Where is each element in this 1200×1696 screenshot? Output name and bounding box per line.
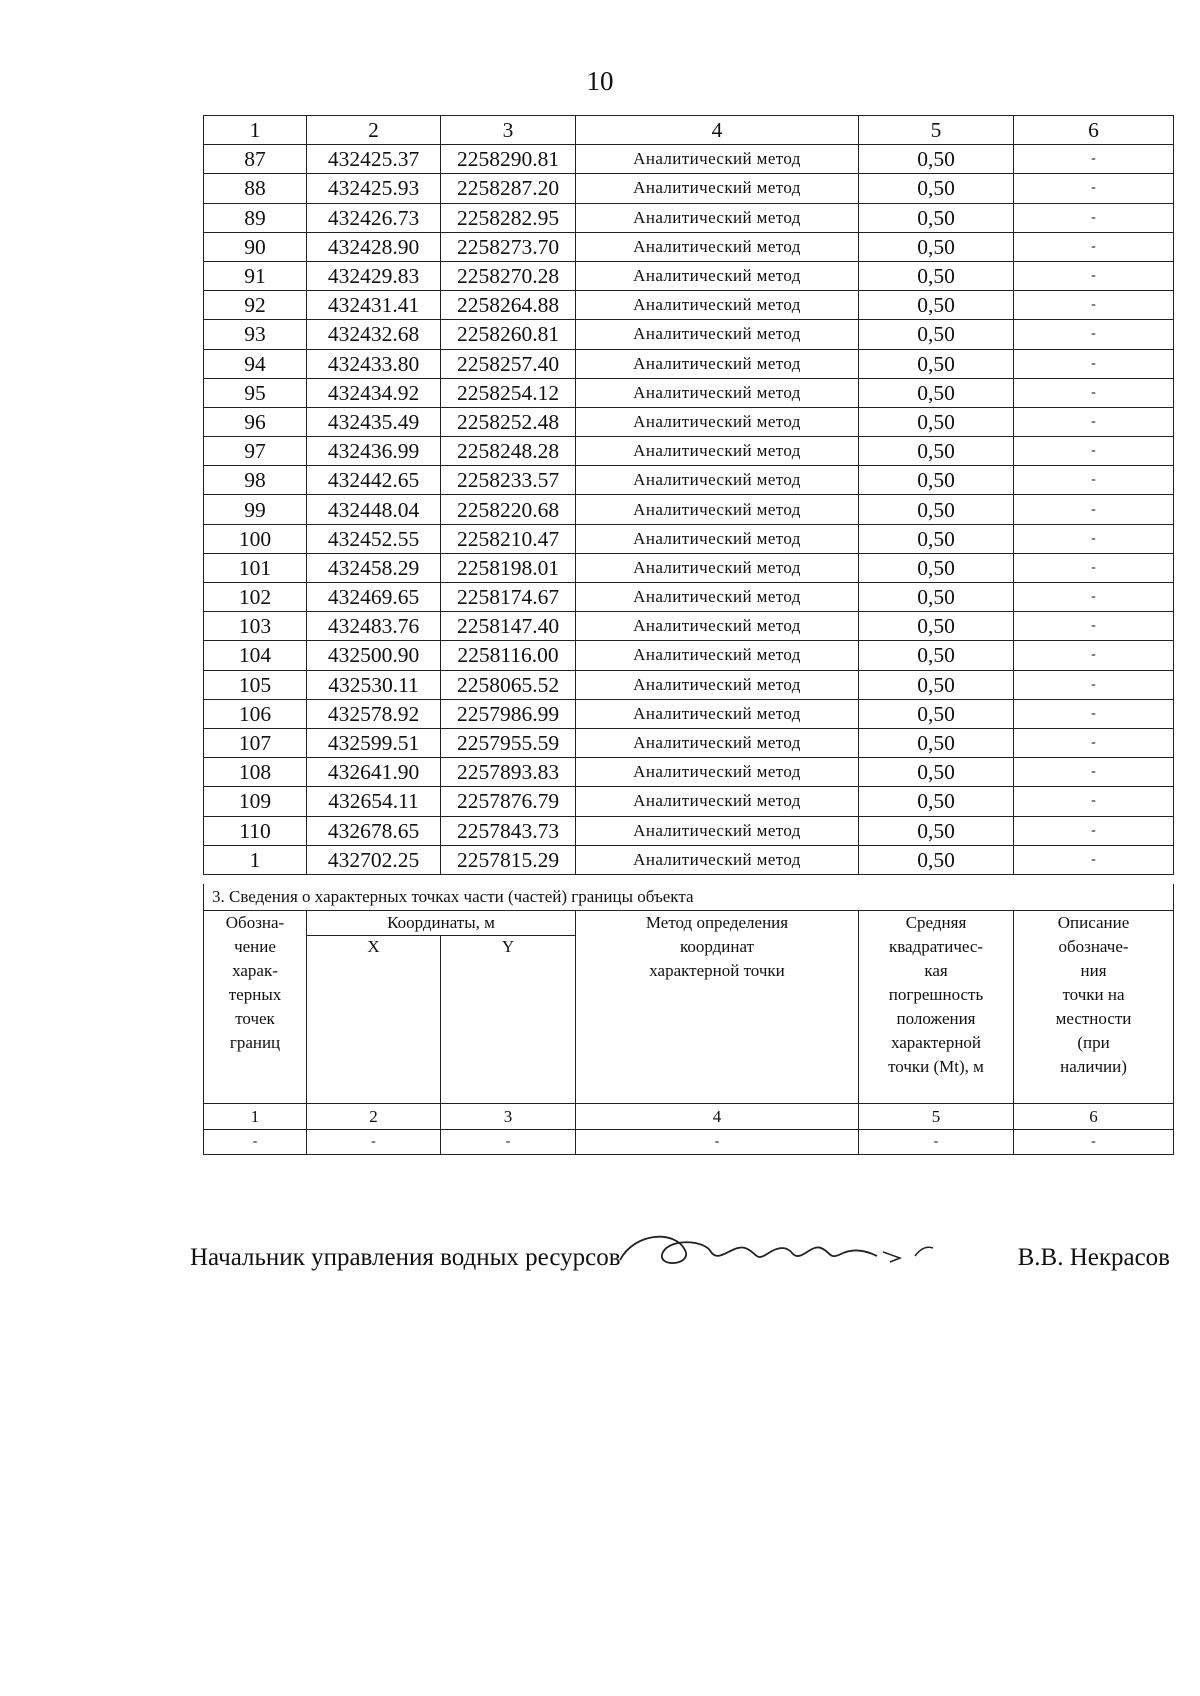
point-number: 93 [204, 320, 307, 349]
coordinates-table [203, 115, 1174, 875]
coord-x: 432426.73 [307, 203, 441, 232]
accuracy: 0,50 [859, 174, 1014, 203]
empty-cell: - [204, 1130, 307, 1155]
section-3-empty-row [204, 1130, 1174, 1155]
header-designation: Обозна- чение харак- терных точек границ [204, 911, 307, 1104]
coord-x: 432641.90 [307, 758, 441, 787]
point-number: 102 [204, 583, 307, 612]
description: - [1014, 378, 1174, 407]
position-title: Начальник управления водных ресурсов [190, 1244, 621, 1271]
method: Аналитический метод [576, 612, 859, 641]
method: Аналитический метод [576, 232, 859, 261]
point-number: 91 [204, 261, 307, 290]
table-row [204, 349, 1174, 378]
coord-x: 432678.65 [307, 816, 441, 845]
coord-x: 432599.51 [307, 728, 441, 757]
column-number: 3 [441, 1104, 576, 1130]
accuracy: 0,50 [859, 845, 1014, 874]
coord-x: 432434.92 [307, 378, 441, 407]
point-number: 110 [204, 816, 307, 845]
method: Аналитический метод [576, 699, 859, 728]
coord-y: 2258198.01 [441, 553, 576, 582]
column-number: 1 [204, 1104, 307, 1130]
point-number: 105 [204, 670, 307, 699]
point-number: 101 [204, 553, 307, 582]
table-row [204, 583, 1174, 612]
empty-cell: - [307, 1130, 441, 1155]
description: - [1014, 728, 1174, 757]
description: - [1014, 145, 1174, 174]
coord-y: 2258254.12 [441, 378, 576, 407]
point-number: 1 [204, 845, 307, 874]
description: - [1014, 261, 1174, 290]
point-number: 109 [204, 787, 307, 816]
column-number: 2 [307, 116, 441, 145]
method: Аналитический метод [576, 291, 859, 320]
column-number: 5 [859, 1104, 1014, 1130]
description: - [1014, 612, 1174, 641]
description: - [1014, 670, 1174, 699]
table-row [204, 261, 1174, 290]
point-number: 92 [204, 291, 307, 320]
table-row [204, 670, 1174, 699]
coord-y: 2258248.28 [441, 437, 576, 466]
method: Аналитический метод [576, 670, 859, 699]
table-row [204, 641, 1174, 670]
accuracy: 0,50 [859, 320, 1014, 349]
coord-x: 432432.68 [307, 320, 441, 349]
coord-y: 2258065.52 [441, 670, 576, 699]
coord-y: 2257986.99 [441, 699, 576, 728]
section-3-title: 3. Сведения о характерных точках части (частей) границы объекта [204, 884, 1174, 911]
method: Аналитический метод [576, 466, 859, 495]
description: - [1014, 524, 1174, 553]
accuracy: 0,50 [859, 349, 1014, 378]
coord-y: 2258282.95 [441, 203, 576, 232]
point-number: 94 [204, 349, 307, 378]
table-row [204, 203, 1174, 232]
point-number: 98 [204, 466, 307, 495]
table-row [204, 758, 1174, 787]
point-number: 95 [204, 378, 307, 407]
coord-y: 2257893.83 [441, 758, 576, 787]
table-row [204, 145, 1174, 174]
table-row [204, 174, 1174, 203]
method: Аналитический метод [576, 641, 859, 670]
accuracy: 0,50 [859, 203, 1014, 232]
coord-x: 432425.37 [307, 145, 441, 174]
accuracy: 0,50 [859, 378, 1014, 407]
table-row [204, 320, 1174, 349]
accuracy: 0,50 [859, 495, 1014, 524]
column-number: 1 [204, 116, 307, 145]
method: Аналитический метод [576, 145, 859, 174]
method: Аналитический метод [576, 816, 859, 845]
description: - [1014, 291, 1174, 320]
coord-x: 432431.41 [307, 291, 441, 320]
accuracy: 0,50 [859, 261, 1014, 290]
description: - [1014, 349, 1174, 378]
table-row [204, 495, 1174, 524]
column-number: 6 [1014, 116, 1174, 145]
table-row [204, 787, 1174, 816]
point-number: 99 [204, 495, 307, 524]
description: - [1014, 641, 1174, 670]
empty-cell: - [576, 1130, 859, 1155]
header-coordinates: Координаты, м [307, 911, 576, 936]
column-number: 4 [576, 1104, 859, 1130]
table-row [204, 291, 1174, 320]
accuracy: 0,50 [859, 699, 1014, 728]
accuracy: 0,50 [859, 232, 1014, 261]
table-row [204, 378, 1174, 407]
description: - [1014, 174, 1174, 203]
description: - [1014, 758, 1174, 787]
section-3-table [203, 884, 1174, 1155]
coord-x: 432654.11 [307, 787, 441, 816]
coord-y: 2258270.28 [441, 261, 576, 290]
point-number: 100 [204, 524, 307, 553]
description: - [1014, 583, 1174, 612]
method: Аналитический метод [576, 845, 859, 874]
page-number: 10 [586, 66, 614, 96]
coord-y: 2258264.88 [441, 291, 576, 320]
coord-y: 2257815.29 [441, 845, 576, 874]
coord-x: 432433.80 [307, 349, 441, 378]
accuracy: 0,50 [859, 816, 1014, 845]
coord-y: 2258220.68 [441, 495, 576, 524]
accuracy: 0,50 [859, 553, 1014, 582]
coord-y: 2258257.40 [441, 349, 576, 378]
coord-y: 2258174.67 [441, 583, 576, 612]
coord-y: 2258252.48 [441, 407, 576, 436]
coord-x: 432578.92 [307, 699, 441, 728]
accuracy: 0,50 [859, 787, 1014, 816]
accuracy: 0,50 [859, 728, 1014, 757]
table-row [204, 232, 1174, 261]
accuracy: 0,50 [859, 583, 1014, 612]
table-row [204, 728, 1174, 757]
coord-x: 432442.65 [307, 466, 441, 495]
coord-y: 2258116.00 [441, 641, 576, 670]
coord-x: 432425.93 [307, 174, 441, 203]
table-row [204, 466, 1174, 495]
coord-y: 2257955.59 [441, 728, 576, 757]
column-number: 3 [441, 116, 576, 145]
empty-cell: - [859, 1130, 1014, 1155]
method: Аналитический метод [576, 553, 859, 582]
section-3-column-numbers [204, 1104, 1174, 1130]
method: Аналитический метод [576, 583, 859, 612]
method: Аналитический метод [576, 378, 859, 407]
accuracy: 0,50 [859, 524, 1014, 553]
method: Аналитический метод [576, 787, 859, 816]
coord-x: 432458.29 [307, 553, 441, 582]
point-number: 108 [204, 758, 307, 787]
coord-y: 2258147.40 [441, 612, 576, 641]
coord-x: 432448.04 [307, 495, 441, 524]
point-number: 90 [204, 232, 307, 261]
header-description: Описание обозначе- ния точки на местности (при наличии) [1014, 911, 1174, 1104]
description: - [1014, 553, 1174, 582]
point-number: 97 [204, 437, 307, 466]
column-number: 5 [859, 116, 1014, 145]
coord-y: 2257876.79 [441, 787, 576, 816]
coord-x: 432530.11 [307, 670, 441, 699]
accuracy: 0,50 [859, 641, 1014, 670]
table-row [204, 816, 1174, 845]
description: - [1014, 466, 1174, 495]
method: Аналитический метод [576, 758, 859, 787]
description: - [1014, 203, 1174, 232]
empty-cell: - [1014, 1130, 1174, 1155]
accuracy: 0,50 [859, 670, 1014, 699]
accuracy: 0,50 [859, 758, 1014, 787]
column-number: 2 [307, 1104, 441, 1130]
accuracy: 0,50 [859, 407, 1014, 436]
point-number: 89 [204, 203, 307, 232]
table-row [204, 553, 1174, 582]
coord-x: 432435.49 [307, 407, 441, 436]
method: Аналитический метод [576, 407, 859, 436]
point-number: 104 [204, 641, 307, 670]
signer-name: В.В. Некрасов [1017, 1244, 1170, 1271]
column-number: 4 [576, 116, 859, 145]
accuracy: 0,50 [859, 291, 1014, 320]
method: Аналитический метод [576, 349, 859, 378]
coord-x: 432702.25 [307, 845, 441, 874]
description: - [1014, 437, 1174, 466]
coord-y: 2257843.73 [441, 816, 576, 845]
point-number: 107 [204, 728, 307, 757]
table-row [204, 612, 1174, 641]
column-number-row [204, 116, 1174, 145]
header-x: X [307, 936, 441, 1104]
method: Аналитический метод [576, 203, 859, 232]
coord-y: 2258290.81 [441, 145, 576, 174]
point-number: 103 [204, 612, 307, 641]
method: Аналитический метод [576, 320, 859, 349]
table-row [204, 524, 1174, 553]
coord-x: 432436.99 [307, 437, 441, 466]
description: - [1014, 816, 1174, 845]
method: Аналитический метод [576, 495, 859, 524]
table-row [204, 437, 1174, 466]
coord-y: 2258273.70 [441, 232, 576, 261]
description: - [1014, 699, 1174, 728]
column-number: 6 [1014, 1104, 1174, 1130]
accuracy: 0,50 [859, 612, 1014, 641]
description: - [1014, 407, 1174, 436]
coord-x: 432500.90 [307, 641, 441, 670]
handwritten-signature [615, 1222, 945, 1282]
coord-x: 432428.90 [307, 232, 441, 261]
coord-x: 432469.65 [307, 583, 441, 612]
header-y: Y [441, 936, 576, 1104]
coord-x: 432452.55 [307, 524, 441, 553]
method: Аналитический метод [576, 437, 859, 466]
description: - [1014, 495, 1174, 524]
coord-y: 2258233.57 [441, 466, 576, 495]
accuracy: 0,50 [859, 145, 1014, 174]
empty-cell: - [441, 1130, 576, 1155]
point-number: 106 [204, 699, 307, 728]
table-row [204, 699, 1174, 728]
method: Аналитический метод [576, 728, 859, 757]
description: - [1014, 232, 1174, 261]
description: - [1014, 320, 1174, 349]
coord-y: 2258260.81 [441, 320, 576, 349]
method: Аналитический метод [576, 174, 859, 203]
point-number: 96 [204, 407, 307, 436]
table-row [204, 407, 1174, 436]
method: Аналитический метод [576, 261, 859, 290]
coord-y: 2258210.47 [441, 524, 576, 553]
header-method: Метод определения координат характерной точки [576, 911, 859, 1104]
description: - [1014, 787, 1174, 816]
coord-x: 432483.76 [307, 612, 441, 641]
header-accuracy: Средняя квадратичес- кая погрешность положения характерной точки (Mt), м [859, 911, 1014, 1104]
method: Аналитический метод [576, 524, 859, 553]
description: - [1014, 845, 1174, 874]
accuracy: 0,50 [859, 437, 1014, 466]
coord-y: 2258287.20 [441, 174, 576, 203]
accuracy: 0,50 [859, 466, 1014, 495]
table-row [204, 845, 1174, 874]
point-number: 87 [204, 145, 307, 174]
point-number: 88 [204, 174, 307, 203]
coord-x: 432429.83 [307, 261, 441, 290]
